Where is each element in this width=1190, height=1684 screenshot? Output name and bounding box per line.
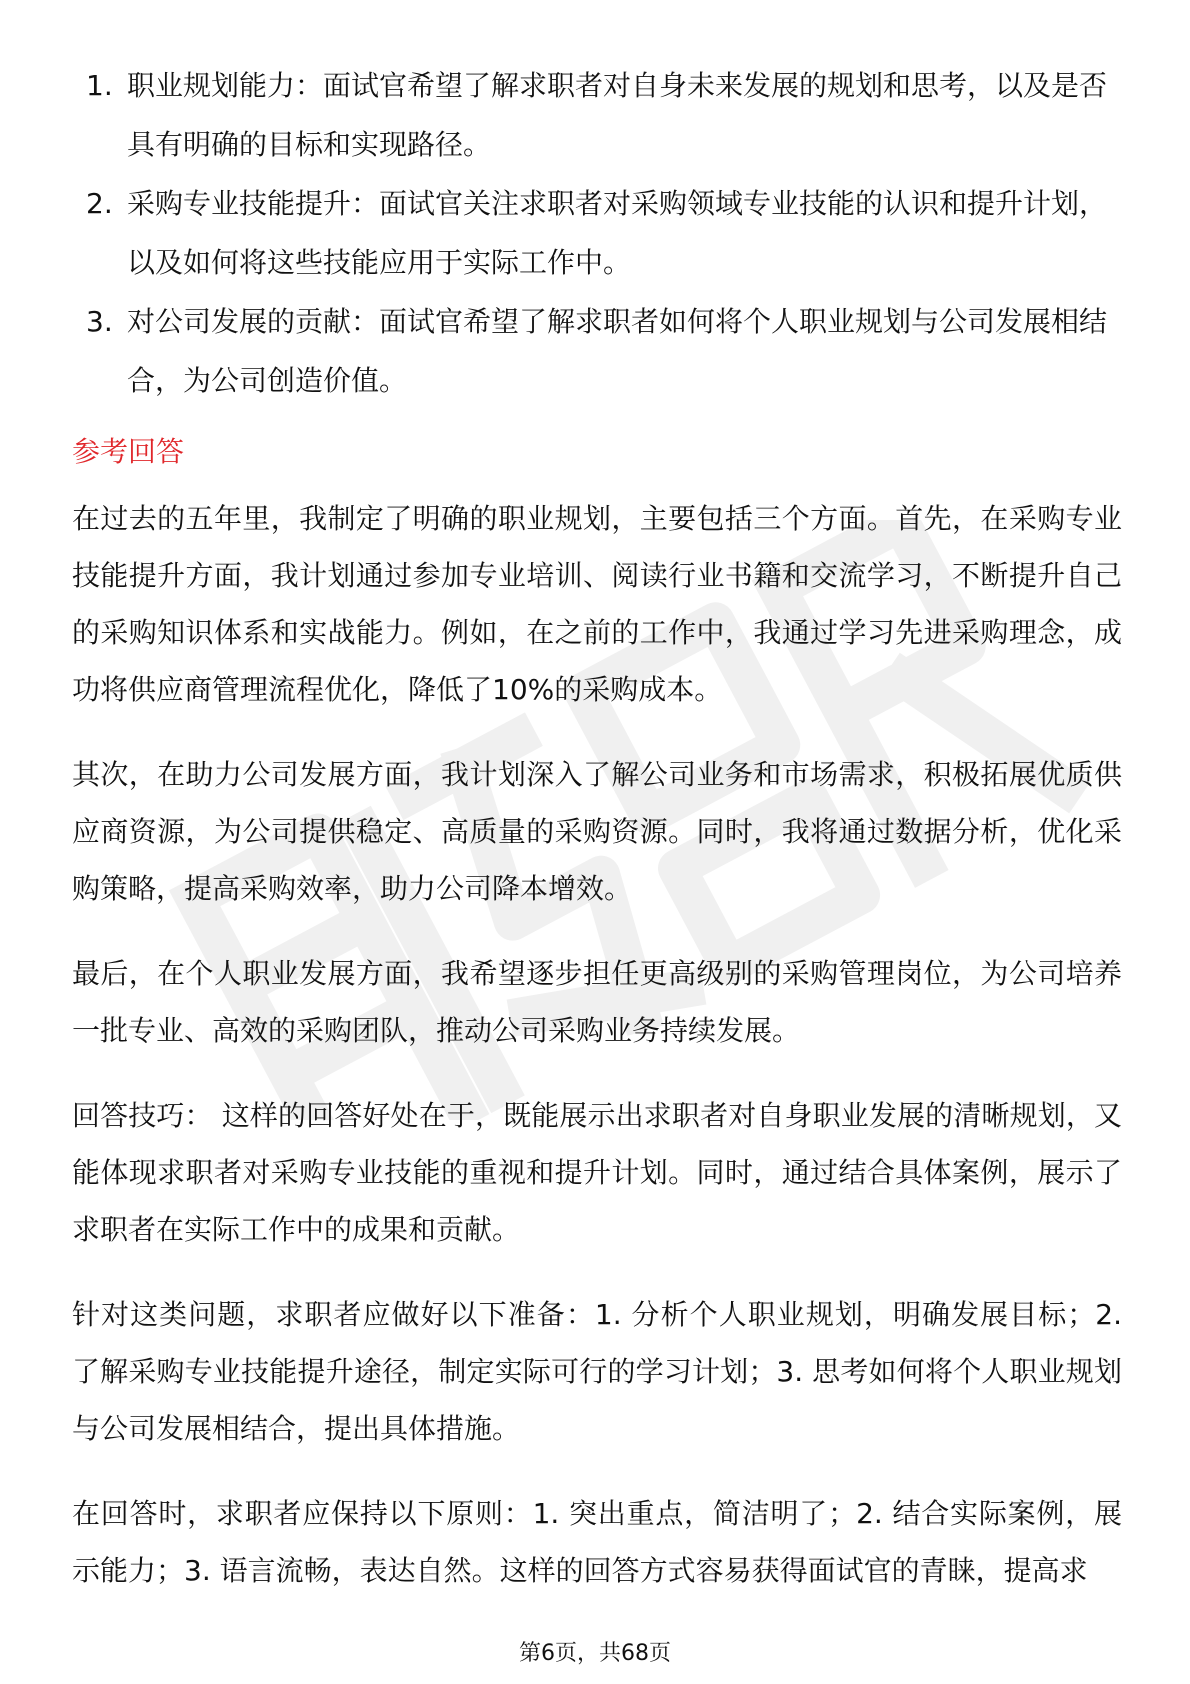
list-item-number: 2. (86, 187, 113, 220)
answer-paragraph: 在过去的五年里，我制定了明确的职业规划，主要包括三个方面。首先，在采购专业技能提升方面，我计划通过参加专业培训、阅读行业书籍和交流学习，不断提升自己的采购知识体系和实战能力。例如，在之前的工作中，我通过学习先进采购理念，成功将供应商管理流程优化，降低了10%的采购成本。 (72, 502, 1122, 706)
tips-paragraph: 回答技巧： 这样的回答好处在于，既能展示出求职者对自身职业发展的清晰规划，又能体现求职者对采购专业技能的重视和提升计划。同时，通过结合具体案例，展示了求职者在实际工作中的成果和贡献。 (72, 1099, 1122, 1246)
list-item-text: 采购专业技能提升：面试官关注求职者对采购领域专业技能的认识和提升计划，以及如何将这些技能应用于实际工作中。 (127, 187, 1108, 279)
principles-paragraph: 在回答时，求职者应保持以下原则：1. 突出重点，简洁明了；2. 结合实际案例，展示能力；3. 语言流畅，表达自然。这样的回答方式容易获得面试官的青睐，提高求 (72, 1497, 1122, 1587)
list-item (72, 292, 1122, 410)
answer-paragraph: 其次，在助力公司发展方面，我计划深入了解公司业务和市场需求，积极拓展优质供应商资源，为公司提供稳定、高质量的采购资源。同时，我将通过数据分析，优化采购策略，提高采购效率，助力公司降本增效。 (72, 758, 1122, 905)
criteria-list (72, 56, 1122, 410)
list-item (72, 174, 1122, 292)
list-item (72, 56, 1122, 174)
answer-paragraph: 最后，在个人职业发展方面，我希望逐步担任更高级别的采购管理岗位，为公司培养一批专业、高效的采购团队，推动公司采购业务持续发展。 (72, 957, 1122, 1047)
page-number-footer: 第6页，共68页 (519, 1641, 671, 1666)
section-heading: 参考回答 (72, 435, 185, 468)
preparation-paragraph: 针对这类问题，求职者应做好以下准备：1. 分析个人职业规划，明确发展目标；2. 了解采购专业技能提升途径，制定实际可行的学习计划；3. 思考如何将个人职业规划与公司发展相结合，提出具体措施。 (72, 1298, 1122, 1445)
list-item-text: 对公司发展的贡献：面试官希望了解求职者如何将个人职业规划与公司发展相结合，为公司创造价值。 (127, 305, 1108, 397)
list-item-number: 3. (86, 305, 113, 338)
document-body (72, 56, 1122, 1627)
list-item-text: 职业规划能力：面试官希望了解求职者对自身未来发展的规划和思考，以及是否具有明确的目标和实现路径。 (127, 69, 1108, 161)
list-item-number: 1. (86, 69, 113, 102)
